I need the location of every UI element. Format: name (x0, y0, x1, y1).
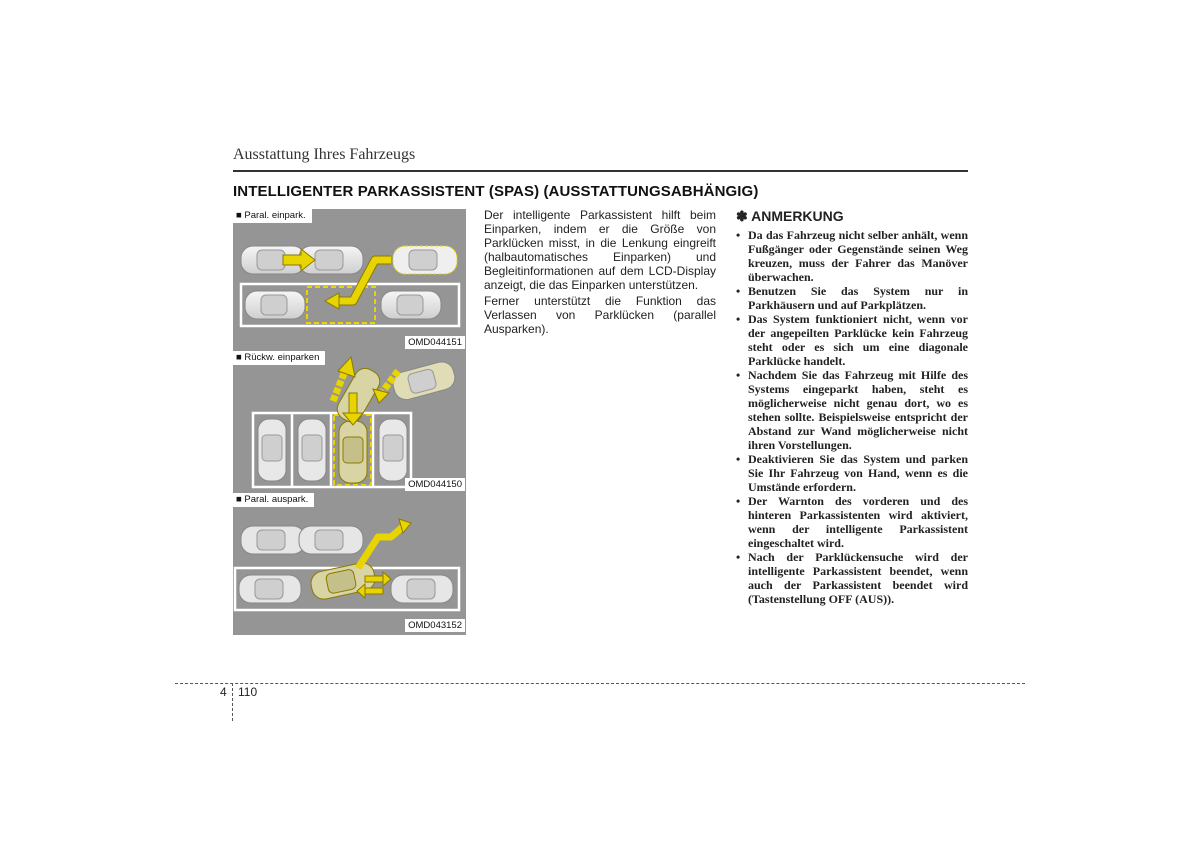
car-bay-4 (379, 419, 407, 481)
note-item: • Nachdem Sie das Fahrzeug mit Hilfe des Systems eingeparkt haben, steht es möglicherweise nicht genau dort, wo es stehen sollte. Beispielsweise entspricht der Abstand zur Wand möglicherweise nicht ihren Vorstellungen. (736, 368, 968, 452)
figure-code: OMD044150 (405, 478, 465, 491)
note-item: • Nach der Parklückensuche wird der intelligente Parkassistent beendet, wenn auch der Parkassistent beendet wird (Tastenstellung OFF (AUS)). (736, 550, 968, 606)
car-top-right-moving (393, 246, 457, 274)
diagonal-arrow (373, 389, 389, 403)
car-bottom-left (239, 575, 301, 603)
note-list (736, 228, 968, 606)
body-paragraph: Ferner unterstützt die Funktion das Verlassen von Parklücken (parallel Ausparken). (484, 294, 716, 336)
figure-code: OMD044151 (405, 336, 465, 349)
footer-vertical-divider (232, 683, 233, 721)
car-approaching (390, 359, 457, 402)
car-bottom-right (391, 575, 453, 603)
note-item: • Deaktivieren Sie das System und parken Sie Ihr Fahrzeug von Hand, wenn es die Umstände erfordern. (736, 452, 968, 494)
section-title: INTELLIGENTER PARKASSISTENT (SPAS) (AUSSTATTUNGSABHÄNGIG) (233, 183, 759, 200)
figure-reverse-parking (233, 351, 466, 494)
footer-divider (175, 683, 1025, 684)
car-bottom-right (381, 291, 441, 319)
note-item: • Da das Fahrzeug nicht selber anhält, wenn Fußgänger oder Gegenstände seinen Weg kreuzen, muss der Fahrer das Manöver überwachen. (736, 228, 968, 284)
note-item: • Das System funktioniert nicht, wenn vor der angepeilten Parklücke kein Fahrzeug steht oder es sich um eine diagonale Parklücke handelt. (736, 312, 968, 368)
reverse-parking-illustration (233, 351, 466, 494)
body-text (484, 208, 716, 338)
note-box (736, 208, 968, 606)
parallel-parking-illustration (233, 209, 466, 352)
figure-code: OMD043152 (405, 619, 465, 632)
car-bay-3-target (339, 421, 367, 483)
note-item: • Benutzen Sie das System nur in Parkhäusern und auf Parkplätzen. (736, 284, 968, 312)
figure-parallel-parking-out (233, 493, 466, 635)
header-divider (233, 170, 968, 172)
page-number: 110 (238, 685, 258, 699)
reverse-path-arrowhead (325, 293, 339, 309)
car-bottom-left (245, 291, 305, 319)
note-item: • Der Warnton des vorderen und des hinteren Parkassistenten wird aktiviert, wenn der intelligente Parkassistent eingeschaltet wird. (736, 494, 968, 550)
page-header-title: Ausstattung Ihres Fahrzeugs (233, 146, 416, 163)
car-top-left (241, 526, 305, 554)
car-bay-1 (258, 419, 286, 481)
parallel-exit-illustration (233, 493, 466, 635)
figure-label: ■ Paral. auspark. (233, 493, 314, 507)
figure-label: ■ Rückw. einparken (233, 351, 325, 365)
car-top-middle (299, 526, 363, 554)
car-bay-2 (298, 419, 326, 481)
figure-label: ■ Paral. einpark. (233, 209, 312, 223)
right-arrow (383, 572, 391, 586)
note-title: ✽ ANMERKUNG (736, 208, 844, 224)
figure-parallel-parking-in (233, 209, 466, 352)
page-section-number: 4 (220, 685, 227, 699)
body-paragraph: Der intelligente Parkassistent hilft beim Einparken, indem er die Größe von Parklücken misst, in die Lenkung eingreift (halbautomatisches Einparken) und Begleitinformationen auf dem LCD-Display anzeigt, die das Einparken unterstützen. (484, 208, 716, 292)
